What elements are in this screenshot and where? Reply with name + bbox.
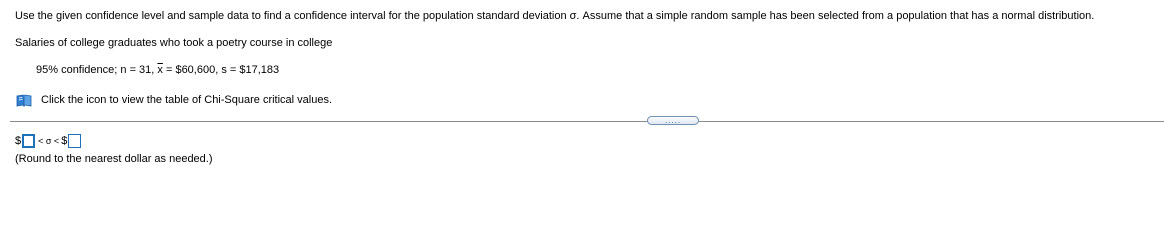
book-icon[interactable] — [16, 94, 32, 107]
divider — [10, 121, 1164, 122]
question-instruction: Use the given confidence level and sample data to find a confidence interval for the population standard deviation σ. Assume that a simple random sample has been selected from a population that has a normal distribution. — [15, 10, 1095, 22]
hint-text[interactable]: Click the icon to view the table of Chi-Square critical values. — [41, 94, 333, 106]
lower-bound-input[interactable] — [22, 134, 35, 148]
upper-bound-input[interactable] — [68, 134, 81, 148]
xbar-symbol: $\overline{x}$ — [157, 64, 163, 76]
hint-row — [16, 93, 332, 107]
data-suffix: = $60,600, s = $17,183 — [165, 64, 280, 76]
inequality-sigma: < σ < — [38, 136, 60, 146]
rounding-note: (Round to the nearest dollar as needed.) — [15, 153, 213, 165]
more-options-button[interactable]: ..... — [647, 116, 699, 125]
question-subject: Salaries of college graduates who took a poetry course in college — [15, 37, 333, 49]
question-data — [36, 64, 279, 77]
lower-currency-symbol: $ — [15, 135, 22, 147]
answer-row — [15, 133, 82, 149]
upper-currency-symbol: $ — [61, 135, 68, 147]
data-prefix: 95% confidence; n = 31, — [36, 64, 155, 76]
